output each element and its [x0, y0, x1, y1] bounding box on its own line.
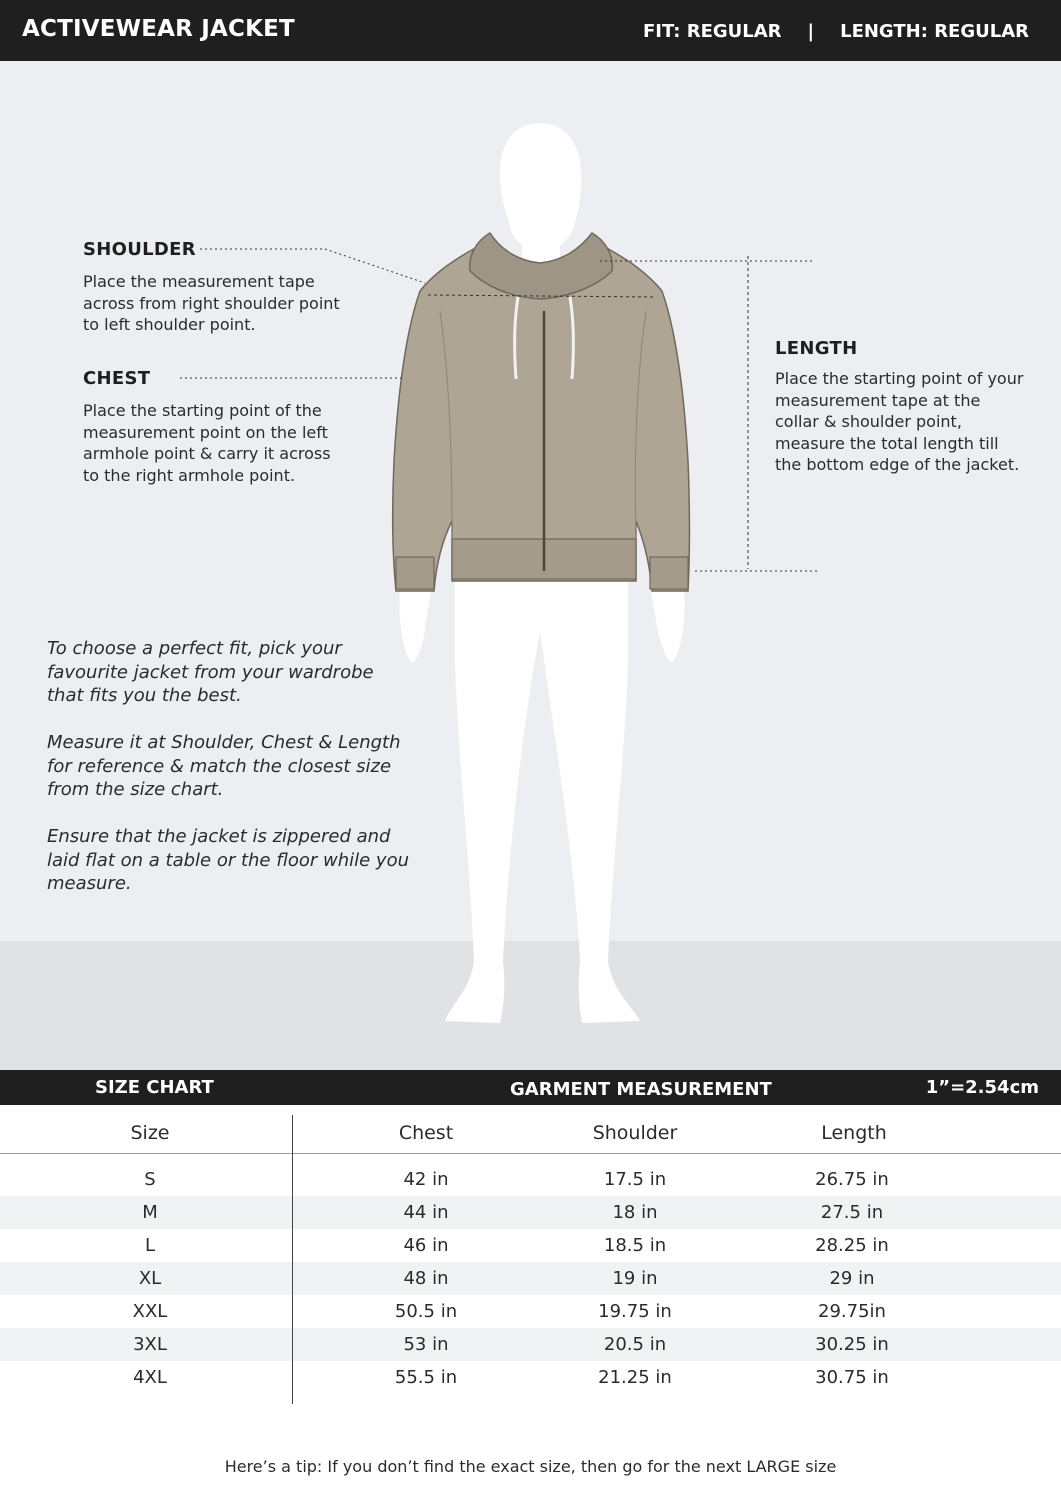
- size-cell: XXL: [132, 1301, 168, 1322]
- column-header-size: Size: [130, 1122, 170, 1144]
- column-header-chest: Chest: [398, 1122, 454, 1144]
- table-row: [0, 1295, 1061, 1328]
- length-cell: 27.5 in: [820, 1202, 884, 1223]
- length-heading: LENGTH: [775, 338, 858, 359]
- shoulder-cell: 17.5 in: [603, 1169, 667, 1190]
- note-line: from the size chart.: [47, 779, 224, 800]
- length-cell: 26.75 in: [815, 1169, 889, 1190]
- garment-measurement-label: GARMENT MEASUREMENT: [510, 1079, 772, 1100]
- chest-heading: CHEST: [83, 368, 151, 389]
- unit-conversion: 1”=2.54cm: [925, 1077, 1039, 1098]
- table-row: [0, 1328, 1061, 1361]
- size-cell: 3XL: [133, 1334, 167, 1355]
- length-cell: 30.75 in: [815, 1367, 889, 1388]
- chest-cell: 46 in: [403, 1235, 449, 1256]
- size-table: [0, 1105, 1061, 1394]
- fit-note: [47, 637, 427, 708]
- shoulder-cell: 19 in: [612, 1268, 658, 1289]
- note-line: Ensure that the jacket is zippered and: [47, 826, 391, 847]
- chest-line: to the right armhole point.: [83, 465, 296, 485]
- table-row: [0, 1229, 1061, 1262]
- measurement-guide: [0, 61, 1061, 1070]
- chest-line: measurement point on the left: [83, 422, 328, 442]
- shoulder-cell: 21.25 in: [598, 1367, 672, 1388]
- length-line: measurement tape at the: [775, 390, 981, 410]
- chest-cell: 55.5 in: [394, 1367, 458, 1388]
- page-header: [0, 0, 1061, 61]
- size-cell: 4XL: [133, 1367, 167, 1388]
- length-cell: 30.25 in: [815, 1334, 889, 1355]
- shoulder-cell: 19.75 in: [598, 1301, 672, 1322]
- fit-info: [643, 21, 1029, 42]
- shoulder-line: to left shoulder point.: [83, 315, 256, 334]
- table-row: [0, 1262, 1061, 1295]
- size-cell: L: [144, 1235, 156, 1256]
- fit-separator: |: [807, 21, 815, 42]
- shoulder-leader-diagonal: [325, 249, 425, 283]
- table-row: [0, 1196, 1061, 1229]
- length-instructions: [775, 368, 1023, 476]
- shoulder-heading: SHOULDER: [83, 239, 196, 260]
- length-cell: 29.75in: [818, 1301, 886, 1322]
- size-cell: M: [142, 1202, 158, 1223]
- table-column-divider: [292, 1115, 293, 1404]
- note-line: that fits you the best.: [47, 685, 242, 706]
- length-cell: 28.25 in: [815, 1235, 889, 1256]
- mannequin-head: [500, 123, 581, 271]
- size-chart-header: [0, 1070, 1061, 1105]
- table-header-row: [0, 1105, 1061, 1154]
- product-title: ACTIVEWEAR JACKET: [22, 16, 295, 42]
- chest-cell: 48 in: [403, 1268, 449, 1289]
- chest-cell: 44 in: [403, 1202, 449, 1223]
- mannequin-legs: [445, 581, 640, 1023]
- chest-line: armhole point & carry it across: [83, 444, 331, 463]
- left-cuff: [396, 557, 434, 589]
- right-cuff: [650, 557, 688, 589]
- shoulder-cell: 18.5 in: [603, 1235, 667, 1256]
- table-row: [0, 1361, 1061, 1394]
- note-line: measure.: [47, 873, 132, 894]
- size-tip: Here’s a tip: If you don’t find the exact size, then go for the next LARGE size: [224, 1457, 837, 1476]
- fit-label: FIT: REGULAR: [642, 21, 782, 42]
- note-line: laid flat on a table or the floor while you: [47, 849, 409, 871]
- shoulder-cell: 20.5 in: [603, 1334, 667, 1355]
- note-line: Measure it at Shoulder, Chest & Length: [47, 732, 401, 753]
- length-label: LENGTH: REGULAR: [840, 21, 1029, 42]
- chest-line: Place the starting point of the: [83, 401, 322, 420]
- length-line: Place the starting point of your: [775, 369, 1024, 388]
- mannequin-illustration: [0, 61, 1061, 1070]
- length-line: collar & shoulder point,: [775, 412, 962, 431]
- shoulder-instructions: [83, 271, 340, 336]
- zipper-note: [47, 825, 427, 896]
- size-chart-label: SIZE CHART: [95, 1077, 214, 1098]
- note-line: favourite jacket from your wardrobe: [47, 661, 374, 683]
- note-line: for reference & match the closest size: [47, 755, 392, 777]
- length-cell: 29 in: [829, 1268, 875, 1289]
- chest-instructions: [83, 400, 331, 486]
- length-line: measure the total length till: [775, 433, 999, 453]
- note-line: To choose a perfect fit, pick your: [47, 638, 342, 659]
- chest-cell: 50.5 in: [394, 1301, 458, 1322]
- size-cell: XL: [138, 1268, 162, 1289]
- chest-cell: 53 in: [403, 1334, 449, 1355]
- shoulder-line: across from right shoulder point: [83, 293, 340, 313]
- chest-cell: 42 in: [403, 1169, 449, 1190]
- size-cell: S: [144, 1169, 156, 1190]
- length-line: the bottom edge of the jacket.: [775, 455, 1020, 474]
- column-header-shoulder: Shoulder: [592, 1122, 678, 1144]
- shoulder-cell: 18 in: [612, 1202, 658, 1223]
- column-header-length: Length: [821, 1122, 887, 1144]
- right-hand: [650, 586, 685, 663]
- measure-note: [47, 731, 427, 802]
- shoulder-line: Place the measurement tape: [83, 272, 315, 291]
- table-row: [0, 1163, 1061, 1196]
